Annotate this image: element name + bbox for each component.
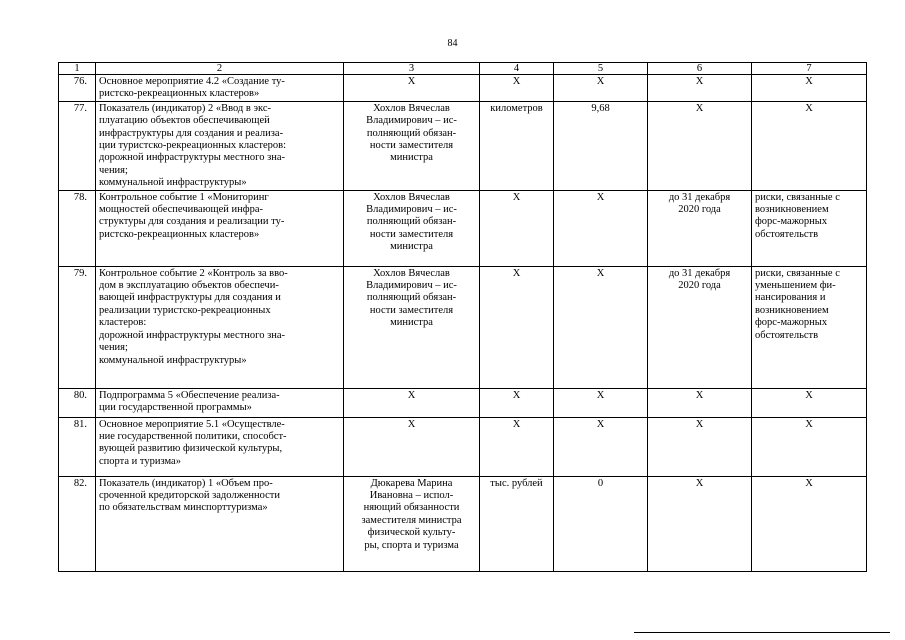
event-name: Подпрограмма 5 «Обеспечение реализа- ции государственной программы» bbox=[96, 388, 344, 417]
responsible-person: Хохлов Вячеслав Владимирович – ис- полняющий обязан- ности заместителя министра bbox=[344, 190, 480, 266]
row-number: 78. bbox=[59, 190, 96, 266]
responsible-person: X bbox=[344, 417, 480, 476]
target-value: X bbox=[554, 190, 648, 266]
column-header: 5 bbox=[554, 63, 648, 75]
unit-of-measure: километров bbox=[480, 101, 554, 190]
unit-of-measure: X bbox=[480, 417, 554, 476]
risks: X bbox=[752, 101, 867, 190]
row-number: 82. bbox=[59, 476, 96, 571]
row-number: 76. bbox=[59, 75, 96, 102]
deadline: X bbox=[648, 101, 752, 190]
risks: риски, связанные с уменьшением фи- нансирования и возникновением форс-мажорных обстоятельств bbox=[752, 266, 867, 388]
row-number: 79. bbox=[59, 266, 96, 388]
event-name: Показатель (индикатор) 1 «Объем про- сроченной кредиторской задолженности по обязательствам минспорттуризма» bbox=[96, 476, 344, 571]
header-row bbox=[59, 63, 867, 75]
table-row bbox=[59, 476, 867, 571]
table-row bbox=[59, 75, 867, 102]
unit-of-measure: X bbox=[480, 75, 554, 102]
row-number: 80. bbox=[59, 388, 96, 417]
column-header: 2 bbox=[96, 63, 344, 75]
column-header: 4 bbox=[480, 63, 554, 75]
risks: X bbox=[752, 417, 867, 476]
footer-line bbox=[634, 632, 890, 633]
target-value: X bbox=[554, 75, 648, 102]
unit-of-measure: X bbox=[480, 190, 554, 266]
risks: риски, связанные с возникновением форс-мажорных обстоятельств bbox=[752, 190, 867, 266]
row-number: 81. bbox=[59, 417, 96, 476]
deadline: X bbox=[648, 476, 752, 571]
responsible-person: Хохлов Вячеслав Владимирович – ис- полняющий обязан- ности заместителя министра bbox=[344, 101, 480, 190]
responsible-person: X bbox=[344, 75, 480, 102]
deadline: X bbox=[648, 388, 752, 417]
responsible-person: X bbox=[344, 388, 480, 417]
risks: X bbox=[752, 476, 867, 571]
deadline: до 31 декабря 2020 года bbox=[648, 266, 752, 388]
target-value: X bbox=[554, 266, 648, 388]
column-header: 7 bbox=[752, 63, 867, 75]
event-name: Контрольное событие 1 «Мониторинг мощностей обеспечивающей инфра- структуры для создания и реализации ту- ристско-рекреационных кластеров» bbox=[96, 190, 344, 266]
risks: X bbox=[752, 388, 867, 417]
risks: X bbox=[752, 75, 867, 102]
table-row bbox=[59, 190, 867, 266]
page-number: 84 bbox=[447, 38, 458, 49]
unit-of-measure: X bbox=[480, 388, 554, 417]
table-row bbox=[59, 417, 867, 476]
responsible-person: Хохлов Вячеслав Владимирович – ис- полняющий обязан- ности заместителя министра bbox=[344, 266, 480, 388]
event-name: Показатель (индикатор) 2 «Ввод в экс- плуатацию объектов обеспечивающей инфраструктуры для создания и реализа- ции туристско-рекреационных кластеров: дорожной инфраструктуры местного зна- чения; коммунальной инфраструктуры» bbox=[96, 101, 344, 190]
row-number: 77. bbox=[59, 101, 96, 190]
target-value: 0 bbox=[554, 476, 648, 571]
target-value: X bbox=[554, 417, 648, 476]
column-header: 3 bbox=[344, 63, 480, 75]
unit-of-measure: X bbox=[480, 266, 554, 388]
deadline: X bbox=[648, 417, 752, 476]
event-name: Основное мероприятие 5.1 «Осуществле- ние государственной политики, способст- вующей развитию физической культуры, спорта и туризма» bbox=[96, 417, 344, 476]
table-row bbox=[59, 388, 867, 417]
column-header: 1 bbox=[59, 63, 96, 75]
table-row bbox=[59, 266, 867, 388]
target-value: X bbox=[554, 388, 648, 417]
event-name: Контрольное событие 2 «Контроль за вво- дом в эксплуатацию объектов обеспечи- вающей инфраструктуры для создания и реализации туристско-рекреационных кластеров: дорожной инфраструктуры местного зна- чения; коммунальной инфраструктуры» bbox=[96, 266, 344, 388]
deadline: до 31 декабря 2020 года bbox=[648, 190, 752, 266]
event-name: Основное мероприятие 4.2 «Создание ту- ристско-рекреационных кластеров» bbox=[96, 75, 344, 102]
target-value: 9,68 bbox=[554, 101, 648, 190]
responsible-person: Дюкарева Марина Ивановна – испол- няющий обязанности заместителя министра физической культу- ры, спорта и туризма bbox=[344, 476, 480, 571]
plan-table bbox=[58, 62, 867, 572]
deadline: X bbox=[648, 75, 752, 102]
table-row bbox=[59, 101, 867, 190]
unit-of-measure: тыс. рублей bbox=[480, 476, 554, 571]
column-header: 6 bbox=[648, 63, 752, 75]
